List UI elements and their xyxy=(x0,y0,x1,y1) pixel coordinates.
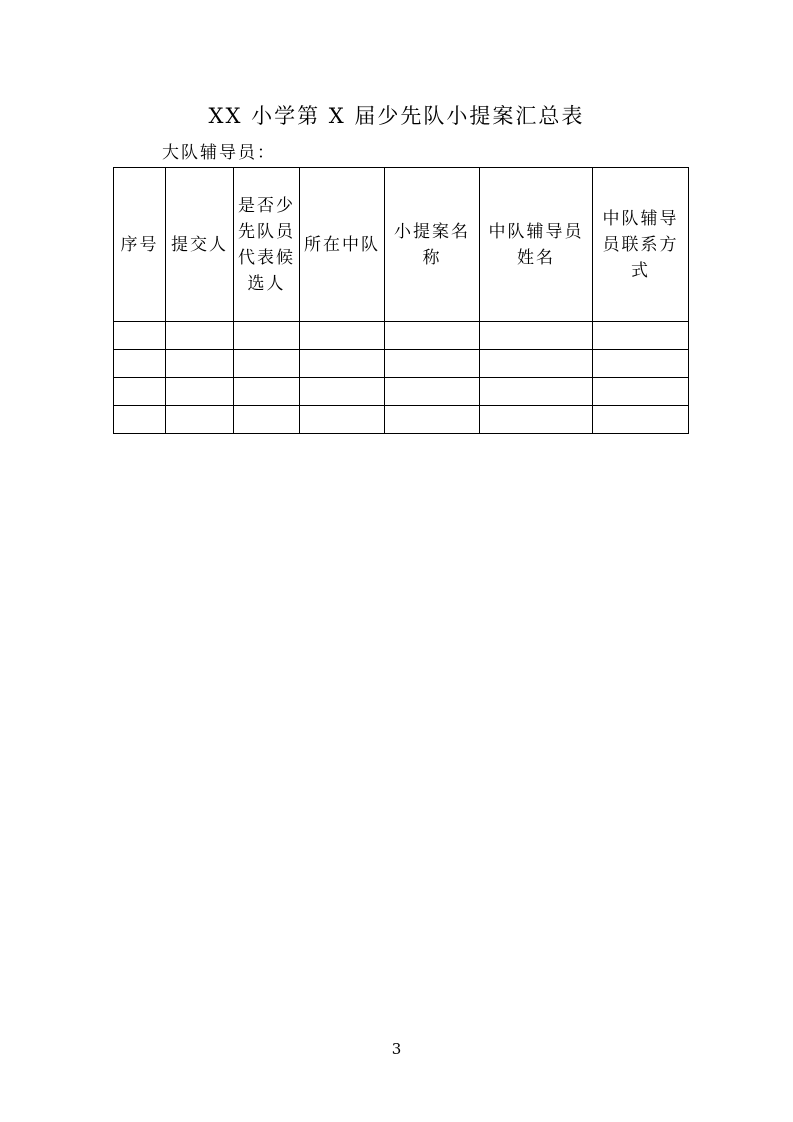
document-title: XX 小学第 X 届少先队小提案汇总表 xyxy=(208,104,585,128)
table-cell[interactable] xyxy=(114,322,166,350)
table-cell[interactable] xyxy=(385,406,480,434)
table-row xyxy=(114,406,689,434)
table-cell[interactable] xyxy=(234,350,300,378)
table-cell[interactable] xyxy=(300,350,385,378)
header-squadron-counselor-name: 中队辅导员姓名 xyxy=(480,168,593,322)
table-cell[interactable] xyxy=(385,322,480,350)
table-cell[interactable] xyxy=(593,322,689,350)
table-cell[interactable] xyxy=(166,406,234,434)
table-cell[interactable] xyxy=(166,322,234,350)
table-cell[interactable] xyxy=(114,378,166,406)
proposal-summary-table xyxy=(113,167,689,434)
brigade-counselor-label: 大队辅导员： xyxy=(162,143,276,163)
table-cell[interactable] xyxy=(114,350,166,378)
table-cell[interactable] xyxy=(300,406,385,434)
table-cell[interactable] xyxy=(385,350,480,378)
table-cell[interactable] xyxy=(234,406,300,434)
table-cell[interactable] xyxy=(480,350,593,378)
table-cell[interactable] xyxy=(114,406,166,434)
header-squadron-counselor-contact: 中队辅导员联系方式 xyxy=(593,168,689,322)
table-cell[interactable] xyxy=(300,378,385,406)
table-row xyxy=(114,378,689,406)
table-cell[interactable] xyxy=(593,378,689,406)
table-cell[interactable] xyxy=(300,322,385,350)
table-cell[interactable] xyxy=(480,406,593,434)
table-row xyxy=(114,350,689,378)
table-cell[interactable] xyxy=(234,322,300,350)
table-cell[interactable] xyxy=(480,322,593,350)
header-serial-number: 序号 xyxy=(114,168,166,322)
table-row xyxy=(114,322,689,350)
table-cell[interactable] xyxy=(166,378,234,406)
header-proposal-name: 小提案名称 xyxy=(385,168,480,322)
header-submitter: 提交人 xyxy=(166,168,234,322)
table-header-row xyxy=(114,168,689,322)
page-number: 3 xyxy=(391,1040,402,1058)
table-cell[interactable] xyxy=(166,350,234,378)
header-is-representative-candidate: 是否少先队员代表候选人 xyxy=(234,168,300,322)
table-cell[interactable] xyxy=(593,406,689,434)
header-squadron: 所在中队 xyxy=(300,168,385,322)
table-cell[interactable] xyxy=(480,378,593,406)
table-cell[interactable] xyxy=(234,378,300,406)
table-cell[interactable] xyxy=(385,378,480,406)
table-cell[interactable] xyxy=(593,350,689,378)
